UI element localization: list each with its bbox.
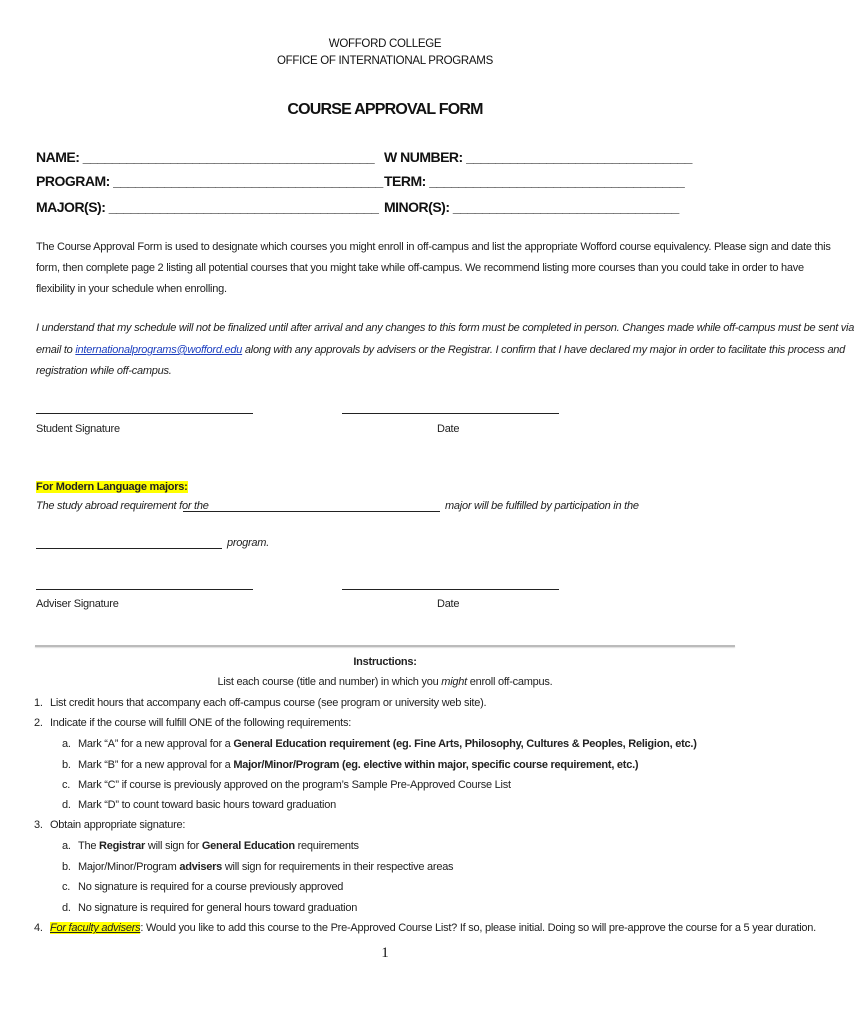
sub-item-text: No signature is required for general hours toward graduation	[78, 902, 358, 914]
w-number-field[interactable]: W NUMBER: _______________________________	[384, 149, 692, 165]
instruction-item	[34, 717, 351, 729]
sub-item	[62, 881, 343, 893]
sub-item-text: No signature is required for a course previously approved	[78, 881, 344, 893]
item-text: : Would you like to add this course to the Pre-Approved Course List? If so, please initial. Doing so will pre-approve the course for a 5 year duration.	[140, 922, 816, 934]
subheading-text: List each course (title and number) in which you	[217, 676, 442, 688]
sub-item-text: Mark “C” if course is previously approved on the program’s Sample Pre-Approved Course List	[78, 779, 511, 791]
agreement-line: I understand that my schedule will not be finalized until after arrival and any changes to this form must be completed in person. Changes made while off-campus must be sent via	[36, 322, 854, 334]
item-text: List credit hours that accompany each off-campus course (see program or university web site).	[50, 697, 487, 709]
student-signature-line[interactable]	[36, 413, 253, 414]
sub-item-letter: b.	[62, 861, 71, 873]
instructions-subheading	[0, 676, 770, 688]
majors-field[interactable]: MAJOR(S): _____________________________________	[36, 199, 379, 215]
adviser-date-line[interactable]	[342, 589, 559, 590]
subheading-emphasis: might	[441, 676, 467, 688]
form-title: COURSE APPROVAL FORM	[287, 101, 483, 118]
name-field[interactable]: NAME: ________________________________________	[36, 149, 375, 165]
sub-item-text: Mark “B” for a new approval for a	[78, 759, 234, 771]
office-name: OFFICE OF INTERNATIONAL PROGRAMS	[277, 55, 493, 67]
language-sentence-end: major will be fulfilled by participation in the	[445, 500, 639, 512]
intro-line: form, then complete page 2 listing all potential courses that you might take while off-campus. We recommend listing more courses than you could take in order to have	[36, 262, 804, 274]
sub-item	[62, 759, 638, 771]
sub-item	[62, 738, 697, 750]
language-heading	[36, 481, 188, 493]
adviser-signature-label: Adviser Signature	[36, 598, 119, 610]
major-blank-line[interactable]	[183, 511, 440, 512]
sub-item-bold: Registrar	[99, 840, 146, 852]
agreement-line	[36, 344, 845, 356]
subheading-text: enroll off-campus.	[466, 676, 553, 688]
item-text: Obtain appropriate signature:	[50, 819, 186, 831]
item-number: 3.	[34, 819, 43, 831]
sub-item	[62, 861, 453, 873]
program-blank-line[interactable]	[36, 548, 222, 549]
sub-item-text: Mark “D” to count toward basic hours toward graduation	[78, 799, 336, 811]
adviser-signature-line[interactable]	[36, 589, 253, 590]
sub-item-text: will sign for requirements in their respective areas	[222, 861, 454, 873]
faculty-advisers-highlight: For faculty advisers	[50, 922, 141, 934]
sub-item-letter: d.	[62, 902, 71, 914]
sub-item-bold: advisers	[179, 861, 223, 873]
sub-item-bold: Major/Minor/Program (eg. elective within major, specific course requirement, etc.)	[233, 759, 639, 771]
sub-item-letter: d.	[62, 799, 71, 811]
sub-item	[62, 779, 511, 791]
program-field[interactable]: PROGRAM: _____________________________________	[36, 173, 383, 189]
minors-field[interactable]: MINOR(S): _______________________________	[384, 199, 679, 215]
intro-line: The Course Approval Form is used to designate which courses you might enroll in off-campus and list the appropriate Wofford course equivalency. Please sign and date this	[36, 241, 831, 253]
student-signature-label: Student Signature	[36, 423, 120, 435]
sub-item-letter: c.	[62, 779, 71, 791]
instruction-item	[34, 697, 486, 709]
section-divider	[35, 645, 735, 647]
sub-item-text: requirements	[294, 840, 359, 852]
sub-item-text: Major/Minor/Program	[78, 861, 180, 873]
student-date-line[interactable]	[342, 413, 559, 414]
item-number: 1.	[34, 697, 43, 709]
date-label: Date	[437, 598, 460, 610]
agreement-text: email to	[36, 344, 76, 356]
date-label: Date	[437, 423, 460, 435]
sub-item-letter: c.	[62, 881, 71, 893]
instructions-heading: Instructions:	[353, 656, 417, 668]
sub-item-bold: General Education	[201, 840, 295, 852]
intro-line: flexibility in your schedule when enrolling.	[36, 283, 227, 295]
item-text: Indicate if the course will fulfill ONE of the following requirements:	[50, 717, 352, 729]
sub-item	[62, 799, 336, 811]
language-heading-text: For Modern Language majors:	[36, 481, 188, 493]
sub-item-bold: General Education requirement (eg. Fine Arts, Philosophy, Cultures & Peoples, Religion, etc.)	[233, 738, 697, 750]
sub-item-text: will sign for	[145, 840, 202, 852]
sub-item-text: Mark “A” for a new approval for a	[78, 738, 234, 750]
agreement-line: registration while off-campus.	[36, 365, 172, 377]
college-name: WOFFORD COLLEGE	[328, 38, 442, 50]
sub-item-text: The	[78, 840, 100, 852]
sub-item-letter: b.	[62, 759, 71, 771]
program-word: program.	[227, 537, 270, 549]
sub-item-letter: a.	[62, 738, 71, 750]
term-field[interactable]: TERM: ___________________________________	[384, 173, 685, 189]
page-number: 1	[381, 945, 389, 961]
agreement-text: along with any approvals by advisers or the Registrar. I confirm that I have declared my major in order to facilitate this process and	[242, 344, 846, 356]
item-number: 4.	[34, 922, 43, 934]
instruction-item	[34, 922, 816, 934]
sub-item	[62, 902, 357, 914]
sub-item	[62, 840, 359, 852]
email-link[interactable]: internationalprograms@wofford.edu	[75, 344, 243, 356]
item-number: 2.	[34, 717, 43, 729]
language-sentence-start: The study abroad requirement for the	[36, 500, 209, 512]
sub-item-letter: a.	[62, 840, 71, 852]
instruction-item	[34, 819, 185, 831]
